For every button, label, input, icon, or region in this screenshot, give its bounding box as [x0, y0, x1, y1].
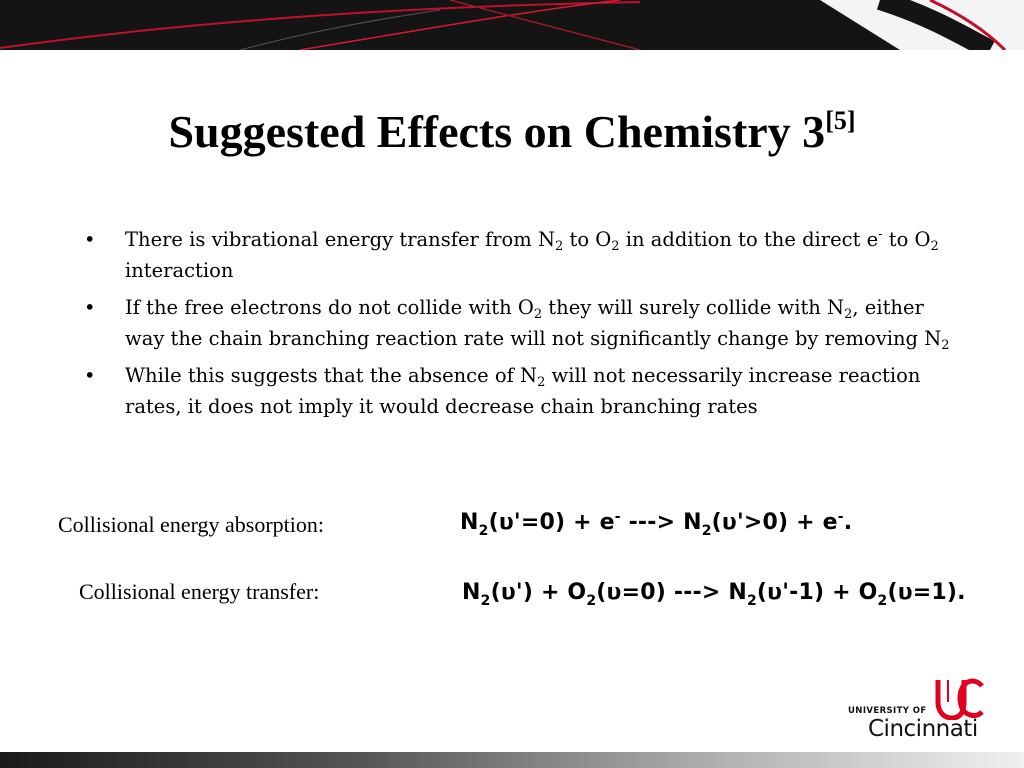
- eq-text: N: [460, 510, 479, 535]
- bullet-text: to O: [563, 228, 612, 251]
- title-text: Suggested Effects on Chemistry 3: [168, 106, 826, 157]
- bullet-item-1: [84, 224, 964, 286]
- equation-label-transfer: Collisional energy transfer:: [79, 579, 320, 604]
- subscript: 2: [586, 593, 597, 609]
- university-logo: [848, 676, 998, 746]
- bottom-gradient-bar: [0, 752, 1024, 768]
- bullet-list: [84, 224, 964, 428]
- bullet-item-2: [84, 292, 964, 354]
- eq-text: (υ'-1) + O: [756, 580, 878, 605]
- eq-text: (υ=0) ---> N: [596, 580, 747, 605]
- bullet-text: , either way the chain branching reaction rate will not significantly change by removing N: [125, 296, 942, 350]
- title-reference: [5]: [825, 106, 856, 135]
- subscript: 2: [746, 593, 757, 609]
- subscript: 2: [478, 523, 489, 539]
- subscript: 2: [555, 239, 564, 254]
- subscript: 2: [480, 593, 491, 609]
- subscript: 2: [844, 307, 853, 322]
- banner-swoosh-graphic: [0, 0, 1024, 50]
- bullet-marker: •: [84, 296, 96, 319]
- bullet-marker: •: [84, 364, 96, 387]
- subscript: 2: [930, 239, 939, 254]
- bullet-text: If the free electrons do not collide with O: [125, 296, 534, 319]
- bullet-item-3: [84, 360, 964, 422]
- eq-text: (υ'=0) + e: [488, 510, 615, 535]
- subscript: 2: [537, 375, 546, 390]
- logo-university-of: UNIVERSITY OF: [848, 706, 927, 716]
- subscript: 2: [877, 593, 888, 609]
- eq-text: (υ') + O: [490, 580, 587, 605]
- bullet-text: will not necessarily increase reaction rates, it does not imply it would decrease chain branching rates: [125, 364, 921, 418]
- subscript: 2: [533, 307, 543, 322]
- equation-absorption: [460, 509, 853, 539]
- bullet-marker: •: [84, 228, 96, 251]
- subscript: 2: [611, 239, 620, 254]
- bullet-text: While this suggests that the absence of N: [125, 364, 538, 387]
- bullet-text: they will surely collide with N: [542, 296, 845, 319]
- eq-text: N: [462, 580, 481, 605]
- uc-monogram-icon: [934, 678, 986, 720]
- superscript: -: [878, 227, 883, 242]
- superscript: -: [614, 509, 621, 525]
- logo-cincinnati: Cincinnati: [868, 716, 978, 742]
- bullet-text: interaction: [125, 259, 234, 282]
- bullet-text: to O: [882, 228, 931, 251]
- eq-text: ---> N: [620, 510, 702, 535]
- bullet-text: in addition to the direct e: [619, 228, 879, 251]
- subscript: 2: [941, 338, 950, 353]
- slide-title: [0, 104, 1024, 160]
- eq-text: .: [843, 510, 853, 535]
- eq-text: (υ'>0) + e: [711, 510, 838, 535]
- equation-transfer: [462, 580, 966, 609]
- equation-label-absorption: Collisional energy absorption:: [58, 512, 325, 537]
- subscript: 2: [701, 523, 712, 539]
- superscript: -: [837, 509, 844, 525]
- bullet-text: There is vibrational energy transfer from N: [125, 228, 556, 251]
- eq-text: (υ=1).: [887, 580, 966, 605]
- top-banner: [0, 0, 1024, 50]
